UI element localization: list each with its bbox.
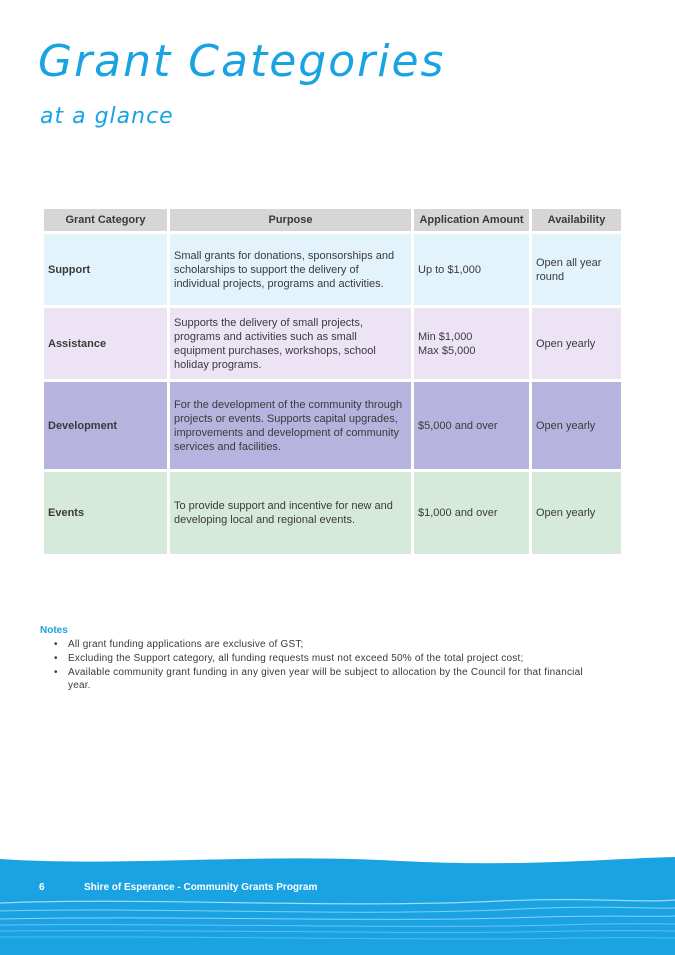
column-header-purpose: Purpose: [170, 209, 411, 231]
notes-heading: Notes: [40, 625, 68, 636]
footer-band: [0, 845, 675, 955]
page-title: Grant Categories: [38, 36, 446, 87]
note-item: • Available community grant funding in any given year will be subject to allocation by the Council for that financial year.: [68, 666, 600, 692]
footer-title: Shire of Esperance - Community Grants Program: [84, 882, 318, 893]
column-header-availability: Availability: [532, 209, 621, 231]
amount-cell: Min $1,000 Max $5,000: [414, 308, 529, 379]
purpose-cell: To provide support and incentive for new and developing local and regional events.: [170, 472, 411, 554]
footer-wave-graphic: [0, 845, 675, 955]
table-row: [44, 382, 621, 469]
table-row: [44, 472, 621, 554]
page-number: 6: [39, 882, 45, 893]
availability-cell: Open yearly: [532, 308, 621, 379]
amount-cell: $5,000 and over: [414, 382, 529, 469]
column-header-amount: Application Amount: [414, 209, 529, 231]
amount-cell: $1,000 and over: [414, 472, 529, 554]
notes-section: [40, 625, 600, 693]
note-item: • All grant funding applications are exclusive of GST;: [68, 638, 600, 651]
note-item: • Excluding the Support category, all funding requests must not exceed 50% of the total project cost;: [68, 652, 600, 665]
category-cell: Support: [44, 234, 167, 305]
grant-categories-table: [41, 206, 624, 557]
availability-cell: Open all year round: [532, 234, 621, 305]
purpose-cell: Supports the delivery of small projects, programs and activities such as small equipment purchases, workshops, school holiday programs.: [170, 308, 411, 379]
amount-cell: Up to $1,000: [414, 234, 529, 305]
table-row: [44, 234, 621, 305]
column-header-category: Grant Category: [44, 209, 167, 231]
purpose-cell: Small grants for donations, sponsorships and scholarships to support the delivery of individual projects, programs and activities.: [170, 234, 411, 305]
purpose-cell: For the development of the community through projects or events. Supports capital upgrades, improvements and development of community services and facilities.: [170, 382, 411, 469]
table-header-row: [44, 209, 621, 231]
category-cell: Development: [44, 382, 167, 469]
notes-list: [40, 638, 600, 692]
category-cell: Assistance: [44, 308, 167, 379]
availability-cell: Open yearly: [532, 382, 621, 469]
page-subtitle: at a glance: [40, 104, 174, 129]
availability-cell: Open yearly: [532, 472, 621, 554]
table-row: [44, 308, 621, 379]
category-cell: Events: [44, 472, 167, 554]
